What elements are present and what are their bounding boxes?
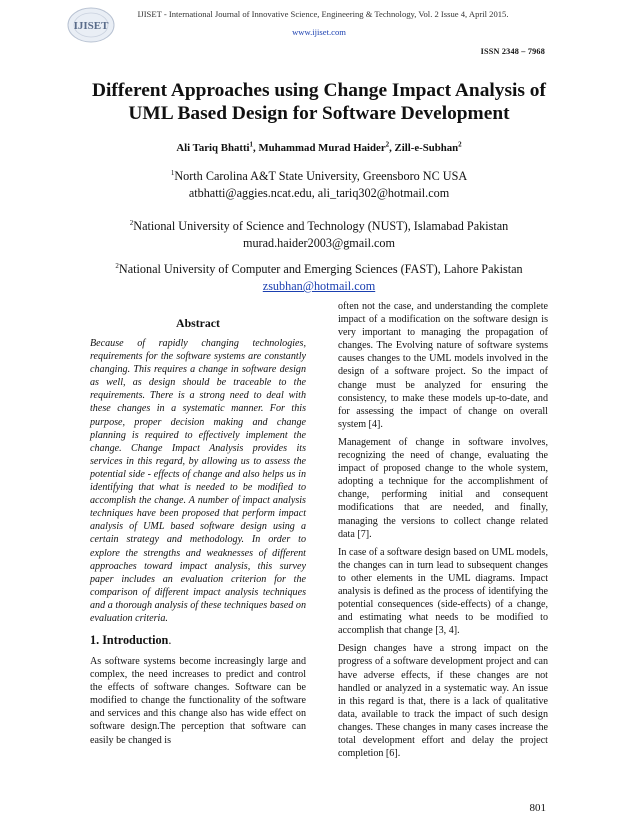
affiliation-email-link[interactable]: zsubhan@hotmail.com bbox=[262, 279, 376, 293]
introduction-body bbox=[90, 655, 306, 752]
section-heading-dot: . bbox=[168, 633, 172, 647]
author-affiliation-mark: 2 bbox=[458, 140, 462, 149]
body-paragraph: Management of change in software involves, recognizing the need of change, evaluating the impact of proposed change to the whole system, adopting a technique for the accomplishment of change, performing initial and consequent modifications that are needed, and finally, managing the versions to collect change related data [7]. bbox=[338, 436, 548, 540]
body-paragraph: In case of a software design based on UML models, the changes can in turn lead to subsequent changes to other elements in the UML diagrams. Impact analysis is defined as the process of identifying the potential consequences (side-effects) of a change, and estimating what needs to be modified to accomplish that change [3, 4]. bbox=[338, 546, 548, 637]
right-column-body bbox=[338, 300, 548, 765]
affiliation-mark: 2 bbox=[115, 261, 119, 270]
affiliation-block bbox=[0, 261, 638, 295]
journal-logo-icon bbox=[66, 6, 116, 44]
author-name: Zill-e-Subhan bbox=[394, 142, 459, 154]
abstract-body bbox=[90, 337, 306, 630]
paper-title bbox=[40, 79, 598, 125]
affiliation-email: murad.haider2003@gmail.com bbox=[242, 236, 396, 250]
affiliation-text: National University of Computer and Emerging Sciences (FAST), Lahore Pakistan bbox=[118, 262, 523, 276]
abstract-heading: Abstract bbox=[176, 316, 220, 330]
author-name: Ali Tariq Bhatti bbox=[176, 142, 250, 154]
journal-logo bbox=[66, 6, 116, 44]
abstract-paragraph: Because of rapidly changing technologies, requirements for the software systems are constantly changing. This requires a change in software design as well, as design should be traceable to the requirements. There is a strong need to deal with these changes in a systematic manner. For this purpose, proper decision making and change planning is required to effectively implement the change. Change Impact Analysis provides its services in this regard, by allowing us to assess the potential side - effects of change and also helps us in identifying that what is needed to be modified to accomplish the change. A number of impact analysis techniques have been proposed that perform impact analysis of UML based software design using a certain strategy and methodology. In order to explore the strengths and weaknesses of different approaches toward impact analysis, this survey paper includes an evaluation criterion for the comparison of different impact analysis techniques and a thorough analysis of these techniques based on evaluation criteria. bbox=[90, 338, 306, 624]
author-separator: , bbox=[389, 142, 395, 154]
author-separator: , bbox=[253, 142, 259, 154]
affiliation-name bbox=[0, 168, 638, 185]
affiliation-email: atbhatti@aggies.ncat.edu, ali_tariq302@hotmail.com bbox=[188, 186, 450, 200]
body-paragraph: often not the case, and understanding the complete impact of a modification on the software design is very important to managing the propagation of changes. The Evolving nature of software systems causes changes to the UML models involved in the design of a software project. So the impact of change must be analyzed for ensuring the consistency, to make these models up-to-date, and for assessing the impact of change on overall system [4]. bbox=[338, 301, 548, 430]
introduction-paragraph: As software systems become increasingly large and complex, the need increases to predict and control the effects of software changes. Software can be modified to change the functionality of the software and services and this change also has wide effect on software design.The perception that software can easily be changed is bbox=[90, 656, 306, 746]
section-heading-introduction bbox=[90, 633, 171, 648]
affiliation-mark: 2 bbox=[129, 218, 134, 227]
paper-title-line-2: UML Based Design for Software Development bbox=[128, 103, 510, 124]
author-affiliation-mark: 1 bbox=[249, 140, 254, 149]
author-list bbox=[0, 142, 638, 154]
journal-logo-text: IJISET bbox=[73, 20, 109, 32]
affiliation-text: North Carolina A&T State University, Greensboro NC USA bbox=[174, 169, 468, 183]
journal-website-link[interactable]: www.ijiset.com bbox=[292, 27, 346, 37]
page-number: 801 bbox=[529, 802, 546, 814]
affiliation-name bbox=[0, 261, 638, 278]
affiliation-block bbox=[0, 218, 638, 252]
author-name: Muhammad Murad Haider bbox=[258, 142, 386, 154]
journal-citation-line: IJISET - International Journal of Innovative Science, Engineering & Technology, Vol. 2 Issue 4, April 2015. bbox=[137, 9, 509, 19]
affiliation-block bbox=[0, 168, 638, 202]
section-heading-text: 1. Introduction bbox=[90, 633, 169, 647]
affiliation-text: National University of Science and Technology (NUST), Islamabad Pakistan bbox=[133, 219, 509, 233]
body-paragraph: Design changes have a strong impact on the progress of a software development project and can have adverse effects, if these changes are not handled or analyzed in a systematic way. An issue in this regard is that, there is a lack of qualitative data, available to track the impact of such design changes. These changes in many cases increase the total development effort and delay the project completion [6]. bbox=[338, 643, 548, 760]
author-affiliation-mark: 2 bbox=[385, 140, 390, 149]
issn-label: ISSN 2348 – 7968 bbox=[480, 47, 545, 56]
affiliation-name bbox=[0, 218, 638, 235]
paper-title-line-1: Different Approaches using Change Impact Analysis of bbox=[92, 80, 546, 101]
affiliation-mark: 1 bbox=[170, 168, 175, 177]
